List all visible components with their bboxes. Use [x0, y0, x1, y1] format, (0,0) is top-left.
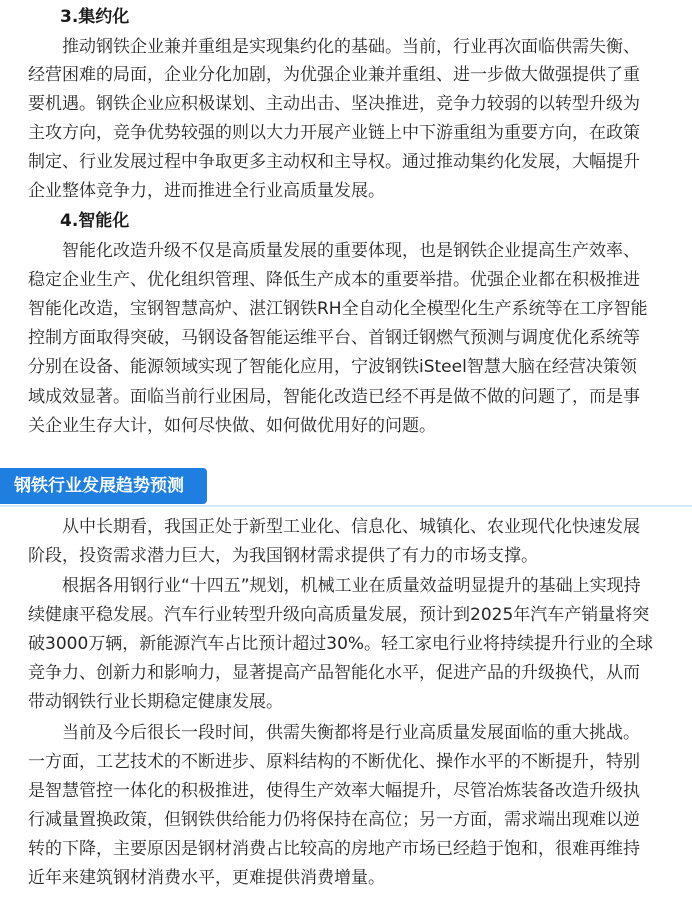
- paragraph-line: 一方面，工艺技术的不断进步、原料结构的不断优化、操作水平的不断提升，特别: [28, 752, 640, 772]
- paragraph-line: 经营困难的局面，企业分化加剧，为优强企业兼并重组、进一步做大做强提供了重: [28, 65, 640, 85]
- paragraph-line: 控制方面取得突破，马钢设备智能运维平台、首钢迁钢燃气预测与调度优化系统等: [28, 328, 640, 348]
- paragraph-line: 行减量置换政策，但钢铁供给能力仍将保持在高位；另一方面，需求端出现难以逆: [28, 810, 640, 830]
- paragraph-line: 竞争力、创新力和影响力，显著提高产品智能化水平，促进产品的升级换代，从而: [28, 663, 640, 683]
- paragraph-line: 制定、行业发展过程中争取更多主动权和主导权。通过推动集约化发展，大幅提升: [28, 152, 640, 172]
- section-heading-4: 4.智能化: [60, 211, 130, 231]
- paragraph-line: 是智慧管控一体化的积极推进，使得生产效率大幅提升，尽管冶炼装备改造升级执: [28, 781, 640, 801]
- paragraph-line: 智能化改造，宝钢智慧高炉、湛江钢铁RH全自动化全模型化生产系统等在工序智能: [28, 299, 648, 319]
- paragraph-line: 域成效显著。面临当前行业困局，智能化改造已经不再是做不做的问题了，而是事: [28, 387, 640, 407]
- section-heading-3: 3.集约化: [60, 7, 130, 27]
- paragraph-line: 当前及今后很长一段时间，供需失衡都将是行业高质量发展面临的重大挑战。: [62, 723, 640, 743]
- paragraph-line: 从中长期看，我国正处于新型工业化、信息化、城镇化、农业现代化快速发展: [62, 517, 640, 537]
- section-banner: [0, 468, 207, 504]
- paragraph-line: 稳定企业生产、优化组织管理、降低生产成本的重要举措。优强企业都在积极推进: [28, 270, 640, 290]
- paragraph-line: 关企业生存大计，如何尽快做、如何做优用好的问题。: [28, 416, 436, 436]
- paragraph-line: 推动钢铁企业兼并重组是实现集约化的基础。当前，行业再次面临供需失衡、: [62, 37, 640, 57]
- paragraph-line: 破3000万辆，新能源汽车占比预计超过30%。轻工家电行业将持续提升行业的全球: [28, 634, 654, 654]
- paragraph-line: 要机遇。钢铁企业应积极谋划、主动出击、坚决推进，竞争力较弱的以转型升级为: [28, 94, 640, 114]
- paragraph-line: 智能化改造升级不仅是高质量发展的重要体现，也是钢铁企业提高生产效率、: [62, 241, 640, 261]
- paragraph-line: 分别在设备、能源领域实现了智能化应用，宁波钢铁iSteel智慧大脑在经营决策领: [28, 357, 637, 377]
- paragraph-line: 续健康平稳发展。汽车行业转型升级向高质量发展，预计到2025年汽车产销量将突: [28, 605, 650, 625]
- paragraph-line: 主攻方向，竞争优势较强的则以大力开展产业链上中下游重组为重要方向，在政策: [28, 123, 640, 143]
- paragraph-line: 近年来建筑钢材消费水平，更难提供消费增量。: [28, 868, 385, 888]
- paragraph-line: 企业整体竞争力，进而推进全行业高质量发展。: [28, 181, 385, 201]
- paragraph-line: 根据各用钢行业“十四五”规划，机械工业在质量效益明显提升的基础上实现持: [62, 576, 641, 596]
- section-title: 钢铁行业发展趋势预测: [14, 476, 184, 496]
- paragraph-line: 带动钢铁行业长期稳定健康发展。: [28, 692, 283, 712]
- paragraph-line: 阶段，投资需求潜力巨大，为我国钢材需求提供了有力的市场支撑。: [28, 546, 538, 566]
- paragraph-line: 转的下降，主要原因是钢材消费占比较高的房地产市场已经趋于饱和，很难再维持: [28, 839, 640, 859]
